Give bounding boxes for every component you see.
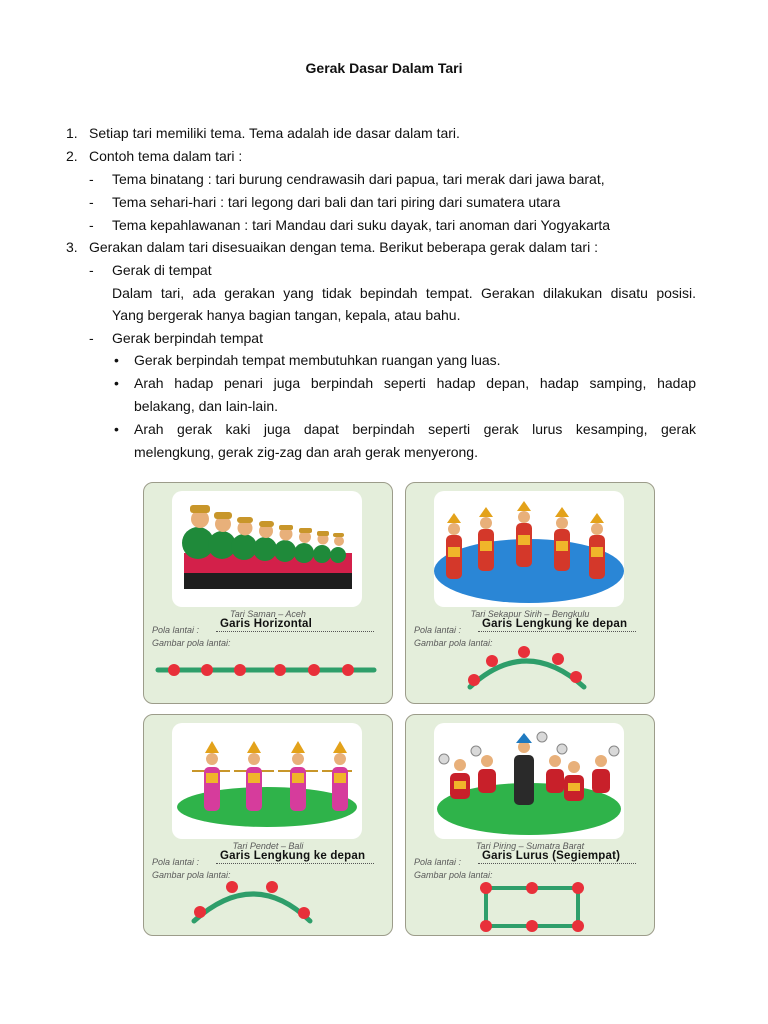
gambar-pola-label: Gambar pola lantai: — [152, 870, 231, 880]
list-item-text: Contoh tema dalam tari : — [89, 148, 243, 164]
pola-lantai-label: Pola lantai : — [414, 625, 462, 635]
sub-item-text: Tema kepahlawanan : tari Mandau dari suku dayak, tari anoman dari Yogyakarta — [112, 217, 611, 233]
bullet-text: melengkung, gerak zig-zag dan arah gerak menyerong. — [134, 444, 478, 460]
bullet-text: belakang, dan lain-lain. — [134, 398, 278, 414]
pola-lantai-label: Pola lantai : — [152, 625, 200, 635]
dance-caption: Tari Piring – Sumatra Barat — [475, 841, 585, 851]
gambar-pola-label: Gambar pola lantai: — [414, 638, 493, 648]
saman-dancer-row — [182, 505, 352, 589]
list-number: 3. — [66, 239, 78, 255]
answer-dotted-line — [478, 631, 636, 632]
dance-card-sekapur-sirih — [405, 482, 655, 704]
gambar-pola-label: Gambar pola lantai: — [414, 870, 493, 880]
list-item-text: Setiap tari memiliki tema. Tema adalah ide dasar dalam tari. — [89, 125, 460, 141]
floor-pattern-arc — [144, 871, 392, 935]
pola-lantai-label: Pola lantai : — [414, 857, 462, 867]
paragraph-line: Yang bergerak hanya bagian tangan, kepala, atau bahu. — [112, 307, 461, 323]
floor-pattern-horizontal — [144, 639, 392, 703]
paragraph-line: Dalam tari, ada gerakan yang tidak bepindah tempat. Gerakan dilakukan disatu posisi. — [112, 285, 696, 301]
dance-caption: Tari Pendet – Bali — [232, 841, 304, 851]
pola-lantai-answer: Garis Lurus (Segiempat) — [482, 850, 621, 862]
sub-heading: Gerak berpindah tempat — [112, 330, 263, 346]
answer-dotted-line — [478, 863, 636, 864]
answer-dotted-line — [216, 631, 374, 632]
pola-lantai-answer: Garis Horizontal — [220, 618, 313, 630]
bullet-text: Arah hadap penari juga berpindah seperti hadap depan, hadap samping, hadap — [134, 375, 696, 391]
dash-marker: - — [89, 194, 94, 210]
dash-marker: - — [89, 171, 94, 187]
dash-marker: - — [89, 217, 94, 233]
bullet-marker: • — [114, 375, 119, 391]
bullet-marker: • — [114, 352, 119, 368]
sekapur-sirih-dancers-illustration — [434, 491, 624, 607]
answer-dotted-line — [216, 863, 374, 864]
piring-dancers-illustration — [434, 723, 624, 839]
gambar-pola-label: Gambar pola lantai: — [152, 638, 231, 648]
list-item-text: Gerakan dalam tari disesuaikan dengan tema. Berikut beberapa gerak dalam tari : — [89, 239, 598, 255]
dash-marker: - — [89, 262, 94, 278]
page-title: Gerak Dasar Dalam Tari — [305, 60, 463, 76]
dash-marker: - — [89, 330, 94, 346]
list-number: 2. — [66, 148, 78, 164]
pola-lantai-label: Pola lantai : — [152, 857, 200, 867]
sub-heading: Gerak di tempat — [112, 262, 212, 278]
dance-caption: Tari Saman – Aceh — [230, 609, 306, 619]
dance-caption: Tari Sekapur Sirih – Bengkulu — [470, 609, 590, 619]
dance-card-pendet — [143, 714, 393, 936]
dance-card-piring — [405, 714, 655, 936]
bullet-marker: • — [114, 421, 119, 437]
bullet-text: Gerak berpindah tempat membutuhkan ruangan yang luas. — [134, 352, 501, 368]
bullet-text: Arah gerak kaki juga dapat berpindah seperti gerak lurus kesamping, gerak — [134, 421, 696, 437]
pendet-dancers-illustration — [172, 723, 362, 839]
list-number: 1. — [66, 125, 78, 141]
floor-pattern-rectangle — [406, 871, 654, 935]
pola-lantai-answer: Garis Lengkung ke depan — [220, 850, 366, 862]
pola-lantai-answer: Garis Lengkung ke depan — [482, 618, 628, 630]
saman-dancers-illustration — [172, 491, 362, 607]
sub-item-text: Tema sehari-hari : tari legong dari bali dan tari piring dari sumatera utara — [112, 194, 561, 210]
sub-item-text: Tema binatang : tari burung cendrawasih dari papua, tari merak dari jawa barat, — [112, 171, 605, 187]
dance-card-saman — [143, 482, 393, 704]
floor-pattern-arc — [406, 639, 654, 703]
